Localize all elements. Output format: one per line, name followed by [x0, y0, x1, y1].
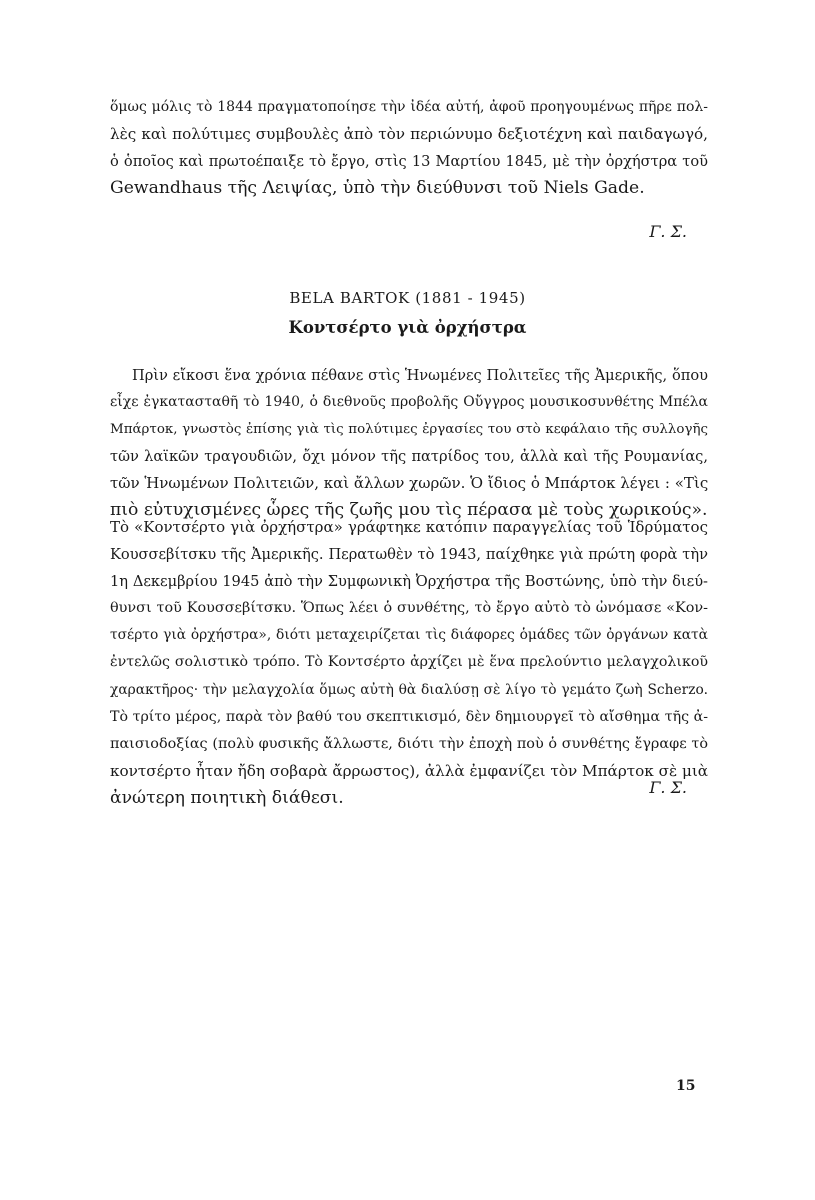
intro-paragraph: [110, 94, 708, 202]
text-line: θυνσι τοῦ Κουσσεβίτσκυ. Ὅπως λέει ὁ συνθέτης, τὸ ἔργο αὐτὸ τὸ ὠνόμασε «Κον-: [110, 600, 708, 617]
text-line: Τὸ «Κοντσέρτο γιὰ ὀρχήστρα» γράφτηκε κατόπιν παραγγελίας τοῦ Ἱδρύματος: [110, 518, 708, 536]
text-line: Μπάρτοκ, γνωστὸς ἐπίσης γιὰ τὶς πολύτιμες ἐργασίες του στὸ κεφάλαιο τῆς συλλογῆς: [110, 422, 708, 438]
author-signature: Γ. Σ.: [649, 778, 687, 797]
text-line: κοντσέρτο ἦταν ἤδη σοβαρὰ ἄρρωστος), ἀλλὰ ἐμφανίζει τὸν Μπάρτοκ σὲ μιὰ: [110, 761, 709, 780]
text-line: Πρὶν εἴκοσι ἕνα χρόνια πέθανε στὶς Ἡνωμένες Πολιτεῖες τῆς Ἀμερικῆς, ὅπου: [132, 367, 708, 384]
text-line: τσέρτο γιὰ ὀρχήστρα», διότι μεταχειρίζεται τὶς διάφορες ὁμάδες τῶν ὀργάνων κατὰ: [110, 627, 708, 644]
text-line: ὅμως μόλις τὸ 1844 πραγματοποίησε τὴν ἰδέα αὐτή, ἀφοῦ προηγουμένως πῆρε πολ-: [110, 99, 708, 115]
text-line: πιὸ εὐτυχισμένες ὧρες τῆς ζωῆς μου τὶς πέρασα μὲ τοὺς χωρικούς».: [110, 500, 708, 521]
text-line: 1η Δεκεμβρίου 1945 ἀπὸ τὴν Συμφωνικὴ Ὀρχήστρα τῆς Βοστώνης, ὑπὸ τὴν διεύ-: [110, 573, 708, 591]
text-line: παισιοδοξίας (πολὺ φυσικῆς ἄλλωστε, διότι τὴν ἐποχὴ ποὺ ὁ συνθέτης ἔγραφε τὸ: [110, 735, 708, 752]
text-line: ἐντελῶς σολιστικὸ τρόπο. Τὸ Κοντσέρτο ἀρχίζει μὲ ἕνα πρελούντιο μελαγχολικοῦ: [110, 654, 708, 671]
text-line: τῶν λαϊκῶν τραγουδιῶν, ὄχι μόνον τῆς πατρίδος του, ἀλλὰ καὶ τῆς Ρουμανίας,: [110, 448, 708, 466]
page-number: 15: [676, 1078, 696, 1094]
text-line: Τὸ τρίτο μέρος, παρὰ τὸν βαθύ του σκεπτικισμό, δὲν δημιουργεῖ τὸ αἴσθημα τῆς ἀ-: [110, 708, 708, 725]
text-line: εἶχε ἐγκατασταθῆ τὸ 1940, ὁ διεθνοῦς προβολῆς Οὔγγρος μουσικοσυνθέτης Μπέλα: [110, 394, 708, 411]
text-line: ἀνώτερη ποιητικὴ διάθεσι.: [110, 787, 344, 808]
paragraph-2: [110, 514, 708, 812]
work-title: Κοντσέρτο γιὰ ὀρχήστρα: [288, 318, 527, 337]
text-line: Gewandhaus τῆς Λειψίας, ὑπὸ τὴν διεύθυνσι τοῦ Niels Gade.: [110, 178, 645, 199]
text-line: χαρακτῆρος· τὴν μελαγχολία ὅμως αὐτὴ θὰ διαλύσῃ σὲ λίγο τὸ γεμάτο ζωὴ Scherzo.: [110, 681, 708, 698]
author-signature: Γ. Σ.: [649, 222, 687, 241]
text-line: τῶν Ἡνωμένων Πολιτειῶν, καὶ ἄλλων χωρῶν. Ὁ ἴδιος ὁ Μπάρτοκ λέγει : «Τὶς: [110, 474, 709, 493]
text-line: Κουσσεβίτσκυ τῆς Ἀμερικῆς. Περατωθὲν τὸ 1943, παίχθηκε γιὰ πρώτη φορὰ τὴν: [110, 546, 708, 564]
text-line: λὲς καὶ πολύτιμες συμβουλὲς ἀπὸ τὸν περιώνυμο δεξιοτέχνη καὶ παιδαγωγό,: [110, 125, 708, 144]
paragraph-1: [110, 362, 708, 525]
composer-heading: BELA BARTOK (1881 - 1945): [289, 289, 526, 307]
text-line: ὁ ὁποῖος καὶ πρωτοέπαιξε τὸ ἔργο, στὶς 13 Μαρτίου 1845, μὲ τὴν ὀρχήστρα τοῦ: [110, 153, 708, 171]
